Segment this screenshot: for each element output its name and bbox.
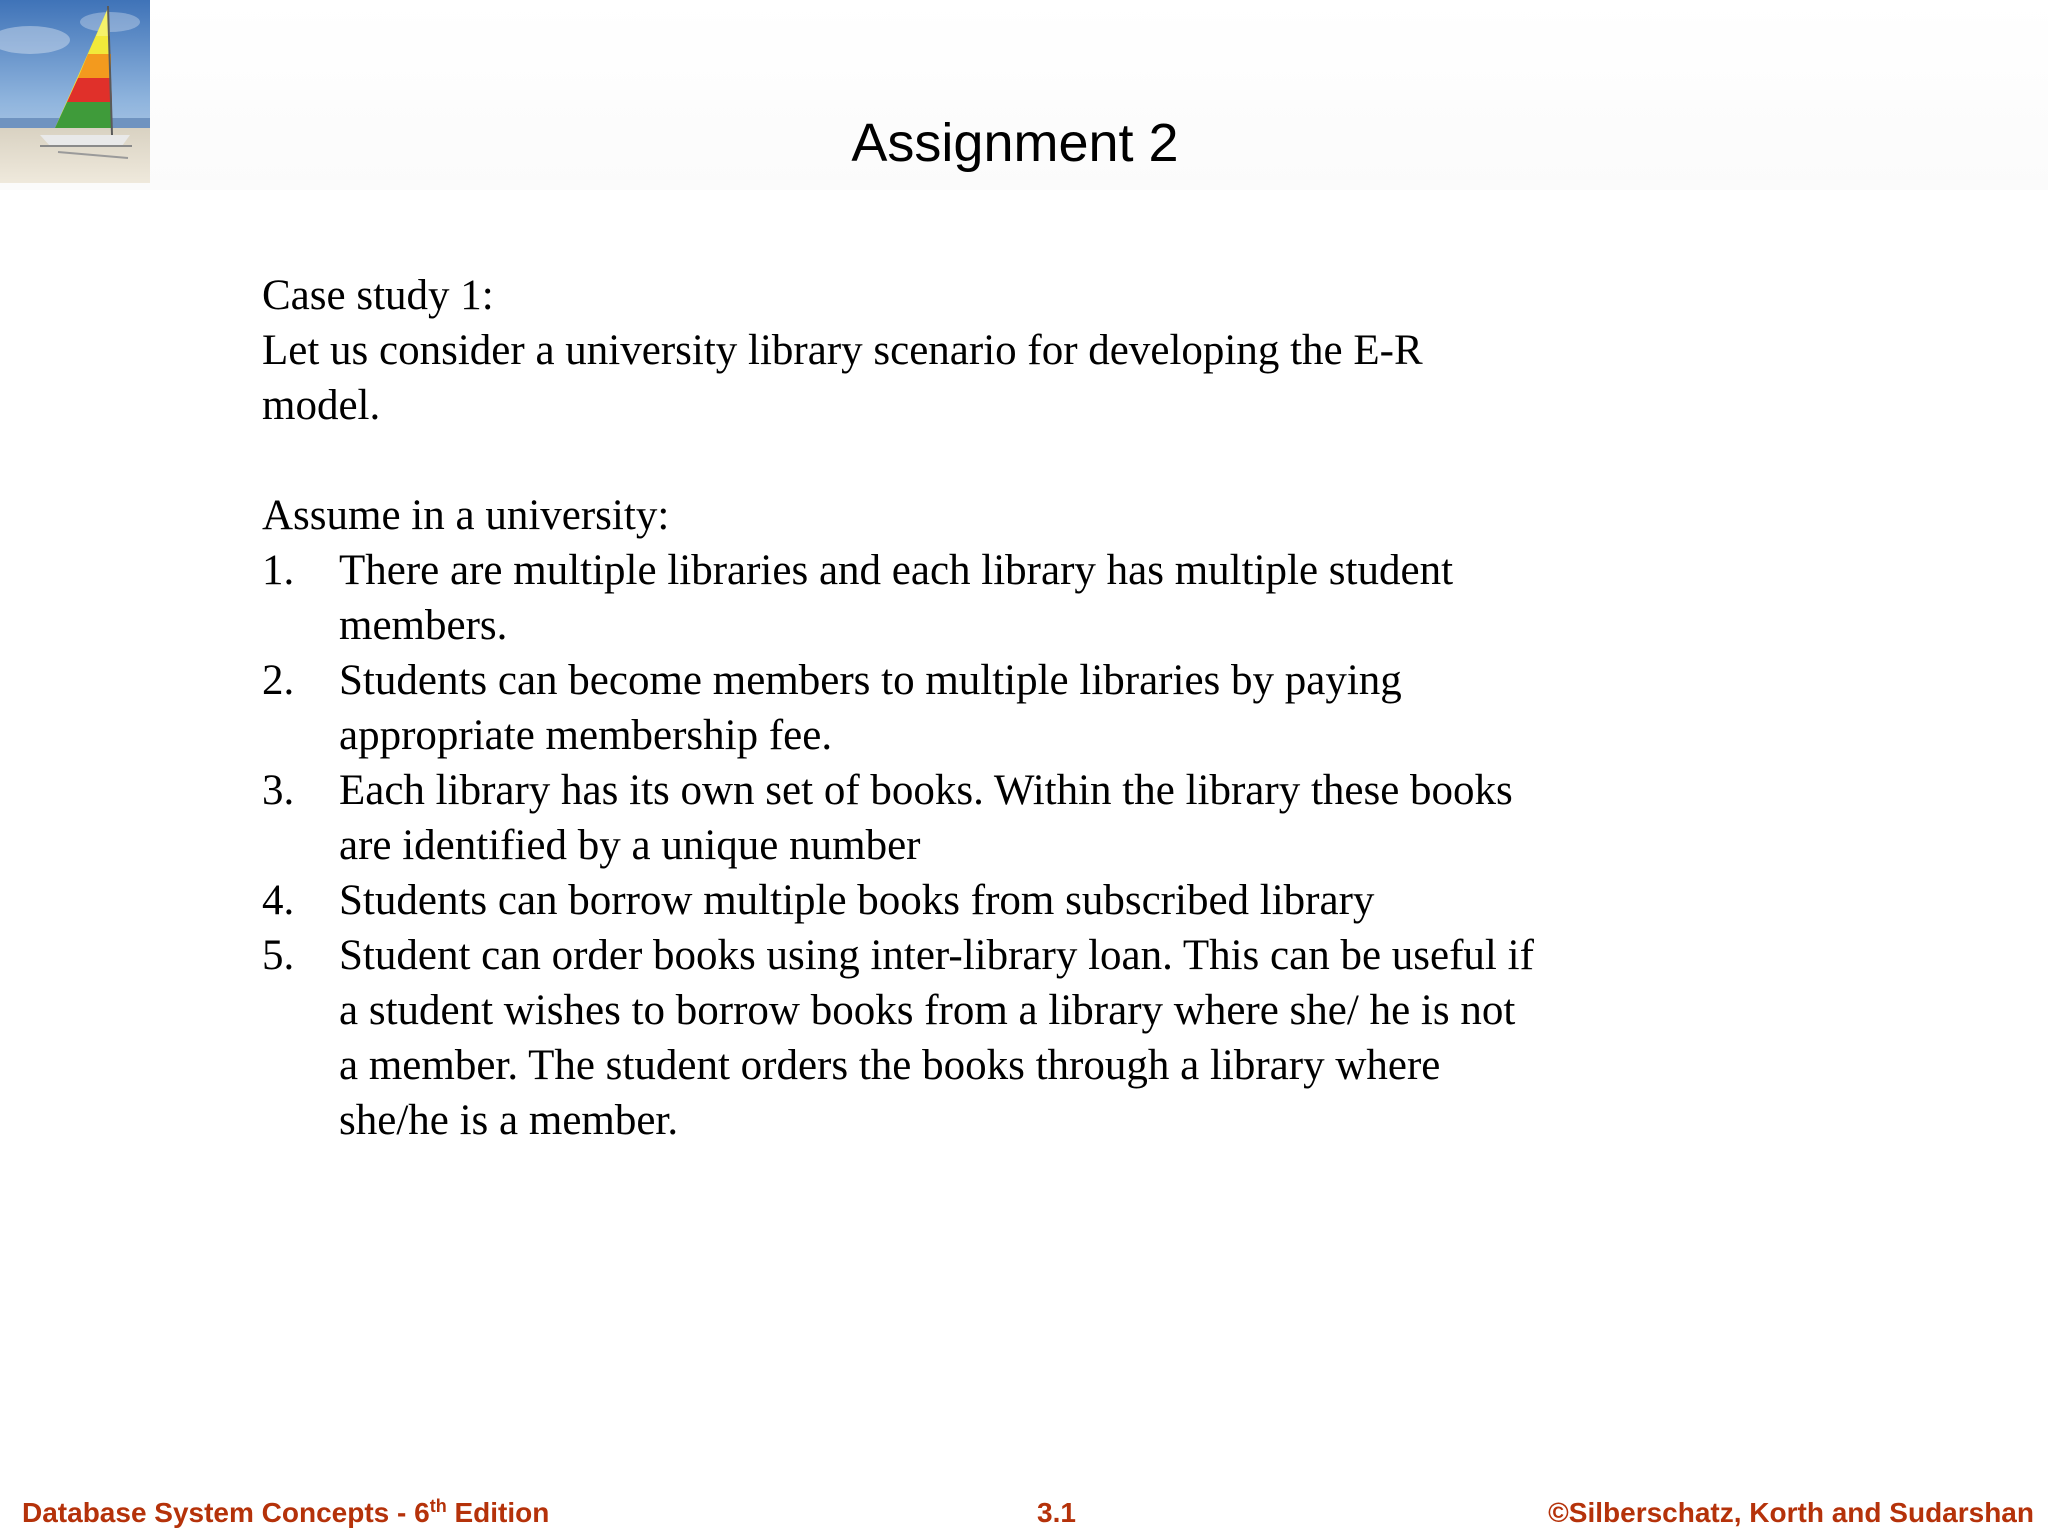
list-item-text: There are multiple libraries and each library has multiple student [339,547,1454,594]
list-item [262,928,1662,1148]
intro-line: Let us consider a university library scenario for developing the E-R [262,327,1423,374]
list-item-text: Student can order books using inter-library loan. This can be useful if [339,932,1534,979]
list-item-text: she/he is a member. [339,1097,679,1144]
intro-line: model. [262,382,381,429]
footer-edition-label: Edition [446,1497,550,1528]
slide-content [262,268,1662,1148]
slide-number: 3.1 [1037,1497,1076,1528]
numbered-list [262,543,1662,1148]
list-item [262,873,1662,928]
footer-copyright: ©Silberschatz, Korth and Sudarshan [1548,1497,2034,1528]
footer-book-title-text: Database System Concepts - 6 [22,1497,430,1528]
footer [0,1495,2048,1536]
spacer [262,433,1662,488]
list-item-text: Students can become members to multiple libraries by paying [339,657,1402,704]
list-item-number: 1. [262,547,295,594]
list-item-text: a student wishes to borrow books from a library where she/ he is not [339,987,1516,1034]
list-item-number: 5. [262,932,295,979]
list-item-text: a member. The student orders the books through a library where [339,1042,1441,1089]
footer-edition-suffix: th [429,1496,447,1516]
list-item [262,763,1662,873]
list-item [262,653,1662,763]
list-item-text: are identified by a unique number [339,822,921,869]
list-item-text: members. [339,602,508,649]
list-item-number: 3. [262,767,295,814]
list-item-text: appropriate membership fee. [339,712,833,759]
page-title: Assignment 2 [851,113,1179,173]
list-item-text: Each library has its own set of books. Within the library these books [339,767,1513,814]
list-item [262,543,1662,653]
list-item-number: 4. [262,877,295,924]
case-study-heading: Case study 1: [262,272,494,319]
list-item-number: 2. [262,657,295,704]
footer-book-title [22,1495,549,1531]
list-item-text: Students can borrow multiple books from subscribed library [339,877,1375,924]
assume-heading: Assume in a university: [262,492,670,539]
